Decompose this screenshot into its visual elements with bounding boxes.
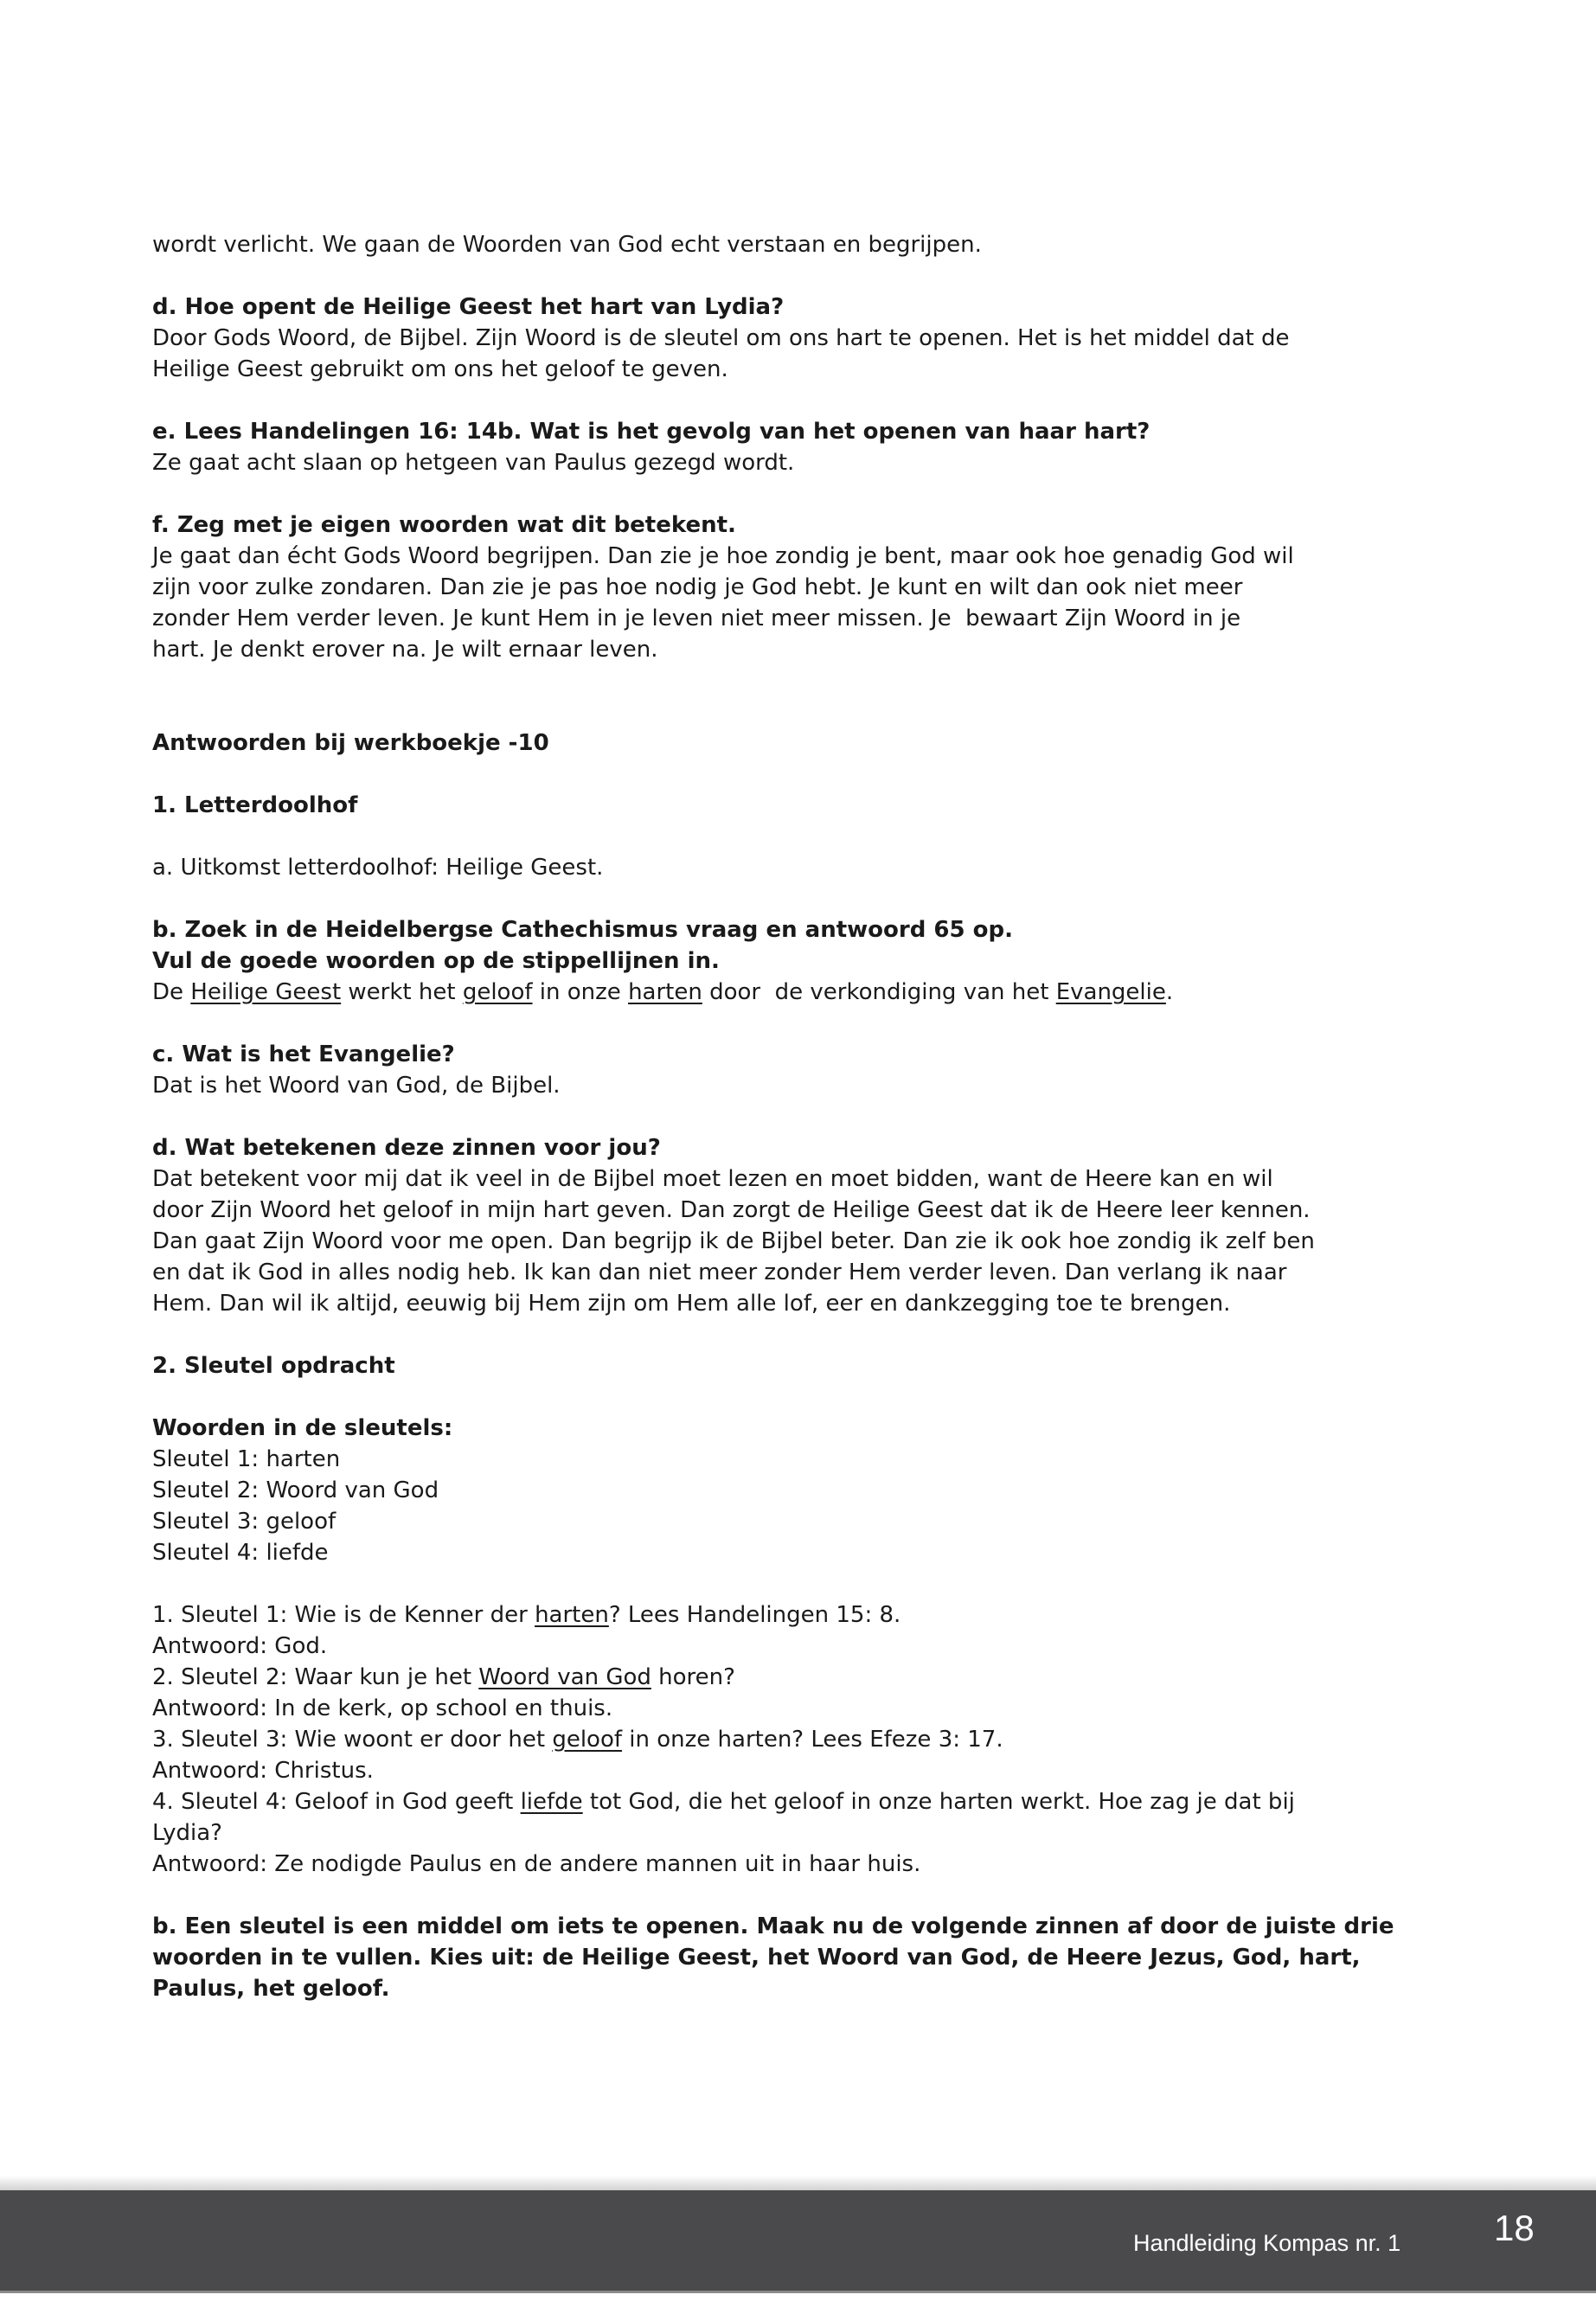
text-segment: tot God, die het geloof in onze harten werkt. Hoe zag je dat bij <box>582 1789 1295 1815</box>
text-line <box>152 1631 1450 1662</box>
blank-line <box>152 1568 1450 1599</box>
text-segment: woorden in te vullen. Kies uit: de Heilige Geest, het Woord van God, de Heere Jezus, God, hart, <box>152 1945 1361 1971</box>
text-line <box>152 1475 1450 1506</box>
text-segment: 2. Sleutel opdracht <box>152 1353 395 1379</box>
text-line <box>152 572 1450 603</box>
text-segment: wordt verlicht. We gaan de Woorden van God echt verstaan en begrijpen. <box>152 232 982 258</box>
text-segment: Lydia? <box>152 1820 222 1846</box>
text-line <box>152 1257 1450 1288</box>
underlined-answer: Woord van God <box>478 1664 651 1690</box>
text-line <box>152 977 1450 1008</box>
text-segment: Antwoorden bij werkboekje -10 <box>152 730 549 756</box>
blank-line <box>152 821 1450 852</box>
text-segment: Antwoord: Christus. <box>152 1758 374 1784</box>
underlined-answer: Heilige Geest <box>190 979 342 1005</box>
text-segment: Door Gods Woord, de Bijbel. Zijn Woord is de sleutel om ons hart te openen. Het is het middel dat de <box>152 325 1290 351</box>
text-segment: Hem. Dan wil ik altijd, eeuwig bij Hem zijn om Hem alle lof, eer en dankzegging toe te brengen. <box>152 1291 1231 1317</box>
blank-line <box>152 759 1450 790</box>
text-segment: f. Zeg met je eigen woorden wat dit betekent. <box>152 512 736 538</box>
underlined-answer: Evangelie <box>1055 979 1166 1005</box>
text-segment: 1. Letterdoolhof <box>152 792 358 818</box>
text-line <box>152 1506 1450 1537</box>
heading-line <box>152 1942 1450 1973</box>
heading-line <box>152 1911 1450 1942</box>
underlined-answer: harten <box>535 1602 609 1628</box>
underlined-answer: harten <box>628 979 702 1005</box>
text-segment: door de verkondiging van het <box>702 979 1056 1005</box>
heading-line <box>152 790 1450 821</box>
text-segment: horen? <box>651 1664 735 1690</box>
text-segment: Sleutel 2: Woord van God <box>152 1477 439 1503</box>
footer-title: Handleiding Kompas nr. 1 <box>1133 2230 1401 2256</box>
blank-line <box>152 1008 1450 1039</box>
heading-line <box>152 945 1450 977</box>
text-segment: hart. Je denkt erover na. Je wilt ernaar leven. <box>152 637 658 663</box>
underlined-answer: geloof <box>462 979 533 1005</box>
blank-line <box>152 478 1450 510</box>
document-body <box>152 229 1450 2004</box>
text-line <box>152 447 1450 478</box>
text-segment: in onze <box>532 979 629 1005</box>
text-line <box>152 1599 1450 1631</box>
text-segment: Antwoord: Ze nodigde Paulus en de andere mannen uit in haar huis. <box>152 1851 921 1877</box>
text-line <box>152 1226 1450 1257</box>
text-line <box>152 1163 1450 1195</box>
text-line <box>152 229 1450 260</box>
text-segment: Sleutel 3: geloof <box>152 1509 337 1535</box>
blank-line <box>152 1880 1450 1911</box>
text-segment: d. Wat betekenen deze zinnen voor jou? <box>152 1135 661 1161</box>
heading-line <box>152 914 1450 945</box>
blank-line <box>152 385 1450 416</box>
page-number: 18 <box>1494 2208 1535 2248</box>
text-segment: Antwoord: God. <box>152 1633 328 1659</box>
text-line <box>152 1070 1450 1101</box>
text-line <box>152 1537 1450 1568</box>
text-segment: Dan gaat Zijn Woord voor me open. Dan begrijp ik de Bijbel beter. Dan zie ik ook hoe zondig ik zelf ben <box>152 1228 1315 1254</box>
heading-line <box>152 1039 1450 1070</box>
text-segment: b. Een sleutel is een middel om iets te openen. Maak nu de volgende zinnen af door de juiste drie <box>152 1913 1394 1939</box>
text-segment: e. Lees Handelingen 16: 14b. Wat is het gevolg van het openen van haar hart? <box>152 419 1151 445</box>
underlined-answer: geloof <box>552 1727 623 1753</box>
blank-line <box>152 260 1450 292</box>
text-segment: Sleutel 1: harten <box>152 1446 341 1472</box>
text-line <box>152 323 1450 354</box>
text-segment: en dat ik God in alles nodig heb. Ik kan dan niet meer zonder Hem verder leven. Dan verlang ik naar <box>152 1259 1287 1285</box>
text-segment: Heilige Geest gebruikt om ons het geloof te geven. <box>152 356 728 382</box>
text-segment: d. Hoe opent de Heilige Geest het hart van Lydia? <box>152 294 785 320</box>
text-line <box>152 852 1450 883</box>
heading-line <box>152 1350 1450 1381</box>
text-segment: 1. Sleutel 1: Wie is de Kenner der <box>152 1602 535 1628</box>
text-segment: Vul de goede woorden op de stippellijnen in. <box>152 948 720 974</box>
text-segment: zijn voor zulke zondaren. Dan zie je pas hoe nodig je God hebt. Je kunt en wilt dan ook niet meer <box>152 574 1243 600</box>
blank-line <box>152 1319 1450 1350</box>
text-line <box>152 603 1450 634</box>
text-segment: 3. Sleutel 3: Wie woont er door het <box>152 1727 553 1753</box>
text-line <box>152 1786 1450 1817</box>
text-segment: c. Wat is het Evangelie? <box>152 1042 455 1067</box>
text-line <box>152 1693 1450 1724</box>
text-segment: Ze gaat acht slaan op hetgeen van Paulus gezegd wordt. <box>152 450 795 476</box>
heading-line <box>152 727 1450 759</box>
text-segment: Dat is het Woord van God, de Bijbel. <box>152 1073 561 1099</box>
heading-line <box>152 1413 1450 1444</box>
heading-line <box>152 292 1450 323</box>
text-segment: Paulus, het geloof. <box>152 1976 390 2002</box>
text-segment: Je gaat dan écht Gods Woord begrijpen. Dan zie je hoe zondig je bent, maar ook hoe genadig God wil <box>152 543 1294 569</box>
text-line <box>152 1662 1450 1693</box>
blank-line <box>152 883 1450 914</box>
blank-line <box>152 1381 1450 1413</box>
blank-line <box>152 696 1450 727</box>
text-segment: De <box>152 979 191 1005</box>
text-line <box>152 354 1450 385</box>
text-segment: Sleutel 4: liefde <box>152 1540 329 1566</box>
text-segment: a. Uitkomst letterdoolhof: Heilige Geest. <box>152 855 604 881</box>
text-segment: door Zijn Woord het geloof in mijn hart geven. Dan zorgt de Heilige Geest dat ik de Heere leer kennen. <box>152 1197 1311 1223</box>
text-line <box>152 1195 1450 1226</box>
text-segment: 4. Sleutel 4: Geloof in God geeft <box>152 1789 521 1815</box>
blank-line <box>152 665 1450 696</box>
heading-line <box>152 416 1450 447</box>
text-line <box>152 1724 1450 1755</box>
text-line <box>152 634 1450 665</box>
text-segment: werkt het <box>341 979 463 1005</box>
blank-line <box>152 1101 1450 1132</box>
page-footer <box>0 2190 1596 2293</box>
text-line <box>152 541 1450 572</box>
text-segment: zonder Hem verder leven. Je kunt Hem in je leven niet meer missen. Je bewaart Zijn Woord in je <box>152 606 1241 631</box>
text-line <box>152 1755 1450 1786</box>
text-segment: Antwoord: In de kerk, op school en thuis. <box>152 1695 613 1721</box>
text-segment: Woorden in de sleutels: <box>152 1415 453 1441</box>
text-line <box>152 1288 1450 1319</box>
heading-line <box>152 1132 1450 1163</box>
text-line <box>152 1444 1450 1475</box>
heading-line <box>152 510 1450 541</box>
text-line <box>152 1849 1450 1880</box>
text-segment: in onze harten? Lees Efeze 3: 17. <box>622 1727 1003 1753</box>
text-segment: b. Zoek in de Heidelbergse Cathechismus vraag en antwoord 65 op. <box>152 917 1013 943</box>
text-segment: Dat betekent voor mij dat ik veel in de Bijbel moet lezen en moet bidden, want de Heere kan en wil <box>152 1166 1273 1192</box>
text-segment: 2. Sleutel 2: Waar kun je het <box>152 1664 479 1690</box>
text-segment: . <box>1165 979 1174 1005</box>
text-line <box>152 1817 1450 1849</box>
underlined-answer: liefde <box>520 1789 583 1815</box>
heading-line <box>152 1973 1450 2004</box>
text-segment: ? Lees Handelingen 15: 8. <box>608 1602 901 1628</box>
